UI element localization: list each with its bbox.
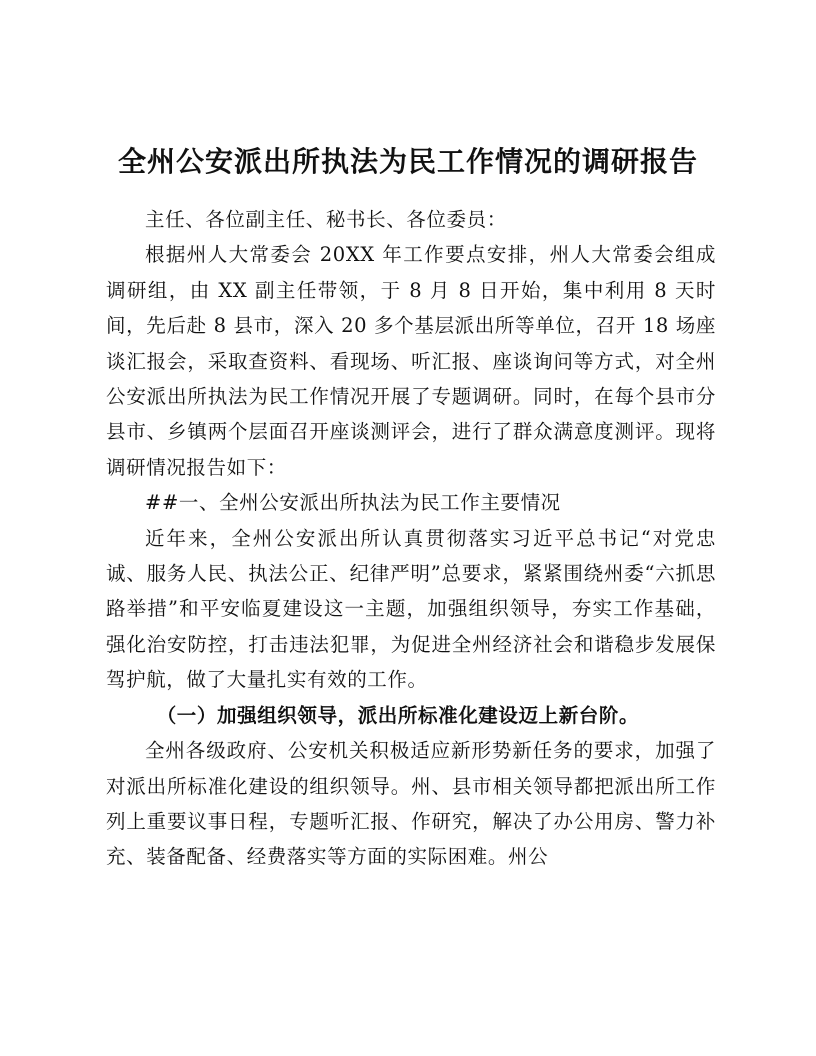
subsection-paragraph: 全州各级政府、公安机关积极适应新形势新任务的要求，加强了对派出所标准化建设的组织领导。州、县市相关领导都把派出所工作列上重要议事日程，专题听汇报、作研究，解决了办公用房、警力补充、装备配备、经费落实等方面的实际困难。州公 xyxy=(106,739,716,869)
intro-paragraph: 根据州人大常委会 20XX 年工作要点安排，州人大常委会组成调研组，由 XX 副主任带领，于 8 月 8 日开始，集中利用 8 天时间，先后赴 8 县市，深入 20 多个基层派出所等单位，召开 18 场座谈汇报会，采取查资料、看现场、听汇报、座谈询问等方式，对全州公安派出所执法为民工作情况开展了专题调研。同时，在每个县市分县市、乡镇两个层面召开座谈测评会，进行了群众满意度测评。现将调研情况报告如下： xyxy=(106,243,716,479)
document-title: 全州公安派出所执法为民工作情况的调研报告 xyxy=(117,145,698,178)
section-heading: ##一、全州公安派出所执法为民工作主要情况 xyxy=(145,491,561,515)
subsection-heading: （一）加强组织领导，派出所标准化建设迈上新台阶。 xyxy=(156,703,640,727)
document-body xyxy=(106,202,716,875)
section-paragraph: 近年来，全州公安派出所认真贯彻落实习近平总书记“对党忠诚、服务人民、执法公正、纪律严明”总要求，紧紧围绕州委“六抓思路举措”和平安临夏建设这一主题，加强组织领导，夯实工作基础，强化治安防控，打击违法犯罪，为促进全州经济社会和谐稳步发展保驾护航，做了大量扎实有效的工作。 xyxy=(106,526,716,692)
salutation-paragraph: 主任、各位副主任、秘书长、各位委员： xyxy=(145,208,507,231)
